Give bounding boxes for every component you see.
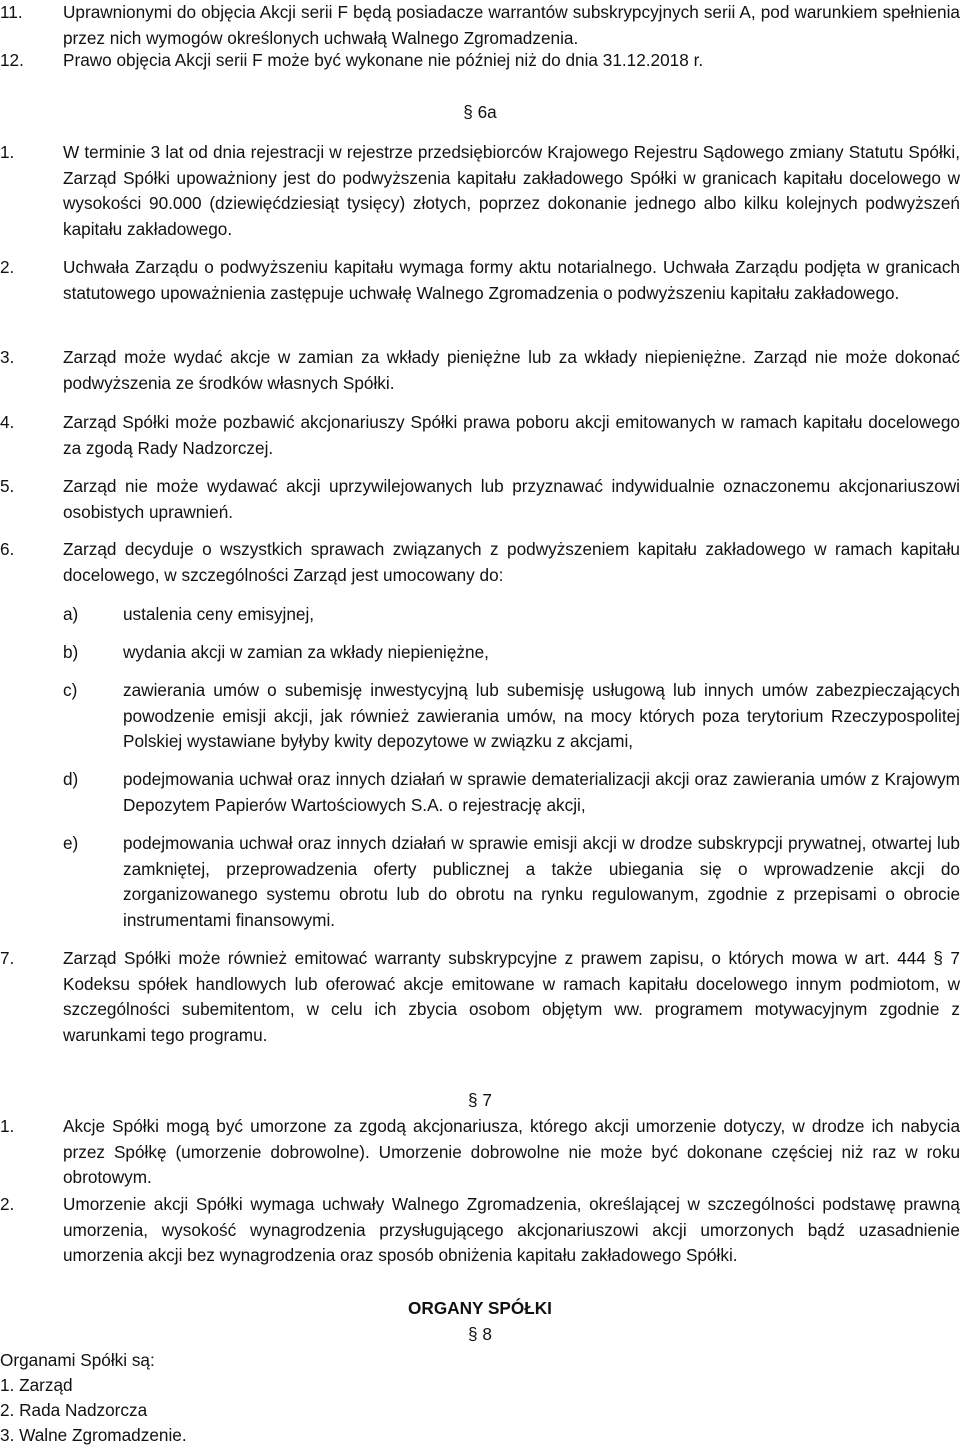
sub-item-letter: e) [63,833,79,853]
organs-list-item: 1. Zarząd [0,1375,73,1395]
section-heading-8: § 8 [468,1324,492,1344]
item-text: Zarząd Spółki może pozbawić akcjonariuszy Spółki prawa poboru akcji emitowanych w ramach kapitału docelowego za zgodą Rady Nadzorczej. [63,412,960,458]
paragraph-number: 11. [0,2,23,22]
item-text: Umorzenie akcji Spółki wymaga uchwały Walnego Zgromadzenia, określającej w szczególności podstawę prawną umorzenia, wysokość wynagrodzenia przysługującego akcjonariuszowi akcji umorzonych bądź uzasadnienie umorzenia akcji bez wynagrodzenia oraz sposób obniżenia kapitału zakładowego Spółki. [63,1194,960,1265]
item-text: Zarząd decyduje o wszystkich sprawach związanych z podwyższeniem kapitału zakładowego w ramach kapitału docelowego, w szczególności Zarząd jest umocowany do: [63,539,960,585]
item-number: 5. [0,476,15,496]
organs-intro: Organami Spółki są: [0,1350,155,1370]
item-number: 3. [0,347,15,367]
sub-item-letter: d) [63,769,79,789]
item-text: W terminie 3 lat od dnia rejestracji w rejestrze przedsiębiorców Krajowego Rejestru Sądowego zmiany Statutu Spółki, Zarząd Spółki upoważniony jest do podwyższenia kapitału zakładowego Spółki w granicach kapitału docelowego w wysokości 90.000 (dziewięćdziesiąt tysięcy) złotych, poprzez dokonanie jednego albo kilku kolejnych podwyższeń kapitału zakładowego. [63,142,960,239]
sub-item-text: podejmowania uchwał oraz innych działań w sprawie dematerializacji akcji oraz zawierania umów z Krajowym Depozytem Papierów Wartościowych S.A. o rejestrację akcji, [123,769,960,815]
organs-list-item: 3. Walne Zgromadzenie. [0,1425,187,1445]
item-number: 6. [0,539,15,559]
item-text: Uchwała Zarządu o podwyższeniu kapitału wymaga formy aktu notarialnego. Uchwała Zarządu podjęta w granicach statutowego upoważnienia zastępuje uchwałę Walnego Zgromadzenia o podwyższeniu kapitału zakładowego. [63,257,960,303]
item-number: 7. [0,948,15,968]
item-text: Zarząd może wydać akcje w zamian za wkłady pieniężne lub za wkłady niepieniężne. Zarząd nie może dokonać podwyższenia ze środków własnych Spółki. [63,347,960,393]
paragraph-number: 12. [0,50,24,70]
sub-item-letter: b) [63,642,79,662]
sub-item-letter: a) [63,604,79,624]
sub-item-letter: c) [63,680,78,700]
sub-item-text: podejmowania uchwał oraz innych działań w sprawie emisji akcji w drodze subskrypcji prywatnej, otwartej lub zamkniętej, przeprowadzenia oferty publicznej a także ubiegania się o wprowadzenie akcji do zorganizowanego systemu obrotu lub do obrotu na rynku regulowanym, zgodnie z przepisami o obrocie instrumentami finansowymi. [123,833,960,930]
item-number: 2. [0,1194,15,1214]
paragraph-text: Uprawnionymi do objęcia Akcji serii F będą posiadacze warrantów subskrypcyjnych serii A, pod warunkiem spełnienia przez nich wymogów określonych uchwałą Walnego Zgromadzenia. [63,2,960,48]
item-text: Zarząd nie może wydawać akcji uprzywilejowanych lub przyznawać indywidualnie oznaczonemu akcjonariuszowi osobistych uprawnień. [63,476,960,522]
sub-item-text: wydania akcji w zamian za wkłady niepieniężne, [123,642,489,662]
item-number: 2. [0,257,15,277]
sub-item-text: ustalenia ceny emisyjnej, [123,604,315,624]
item-number: 1. [0,142,15,162]
item-text: Zarząd Spółki może również emitować warranty subskrypcyjne z prawem zapisu, o których mowa w art. 444 § 7 Kodeksu spółek handlowych lub oferować akcje emitowane w ramach kapitału docelowego innym podmiotom, w szczególności subemitentom, w celu ich zbycia osobom objętym ww. programem motywacyjnym zgodnie z warunkami tego programu. [63,948,960,1045]
paragraph-text: Prawo objęcia Akcji serii F może być wykonane nie później niż do dnia 31.12.2018 r. [63,50,704,70]
section-heading-6a: § 6a [463,102,497,122]
item-text: Akcje Spółki mogą być umorzone za zgodą akcjonariusza, którego akcji umorzenie dotyczy, w drodze ich nabycia przez Spółkę (umorzenie dobrowolne). Umorzenie dobrowolne nie może być dokonane częściej niż raz w roku obrotowym. [63,1116,960,1187]
item-number: 4. [0,412,15,432]
item-number: 1. [0,1116,15,1136]
organs-list-item: 2. Rada Nadzorcza [0,1400,148,1420]
sub-item-text: zawierania umów o subemisję inwestycyjną lub subemisję usługową lub innych umów zabezpieczających powodzenie emisji akcji, jak również zawierania umów, na mocy których poza terytorium Rzeczypospolitej Polskiej wystawiane byłyby kwity depozytowe w związku z akcjami, [123,680,960,751]
organs-title: ORGANY SPÓŁKI [408,1298,552,1318]
section-heading-7: § 7 [468,1090,492,1110]
